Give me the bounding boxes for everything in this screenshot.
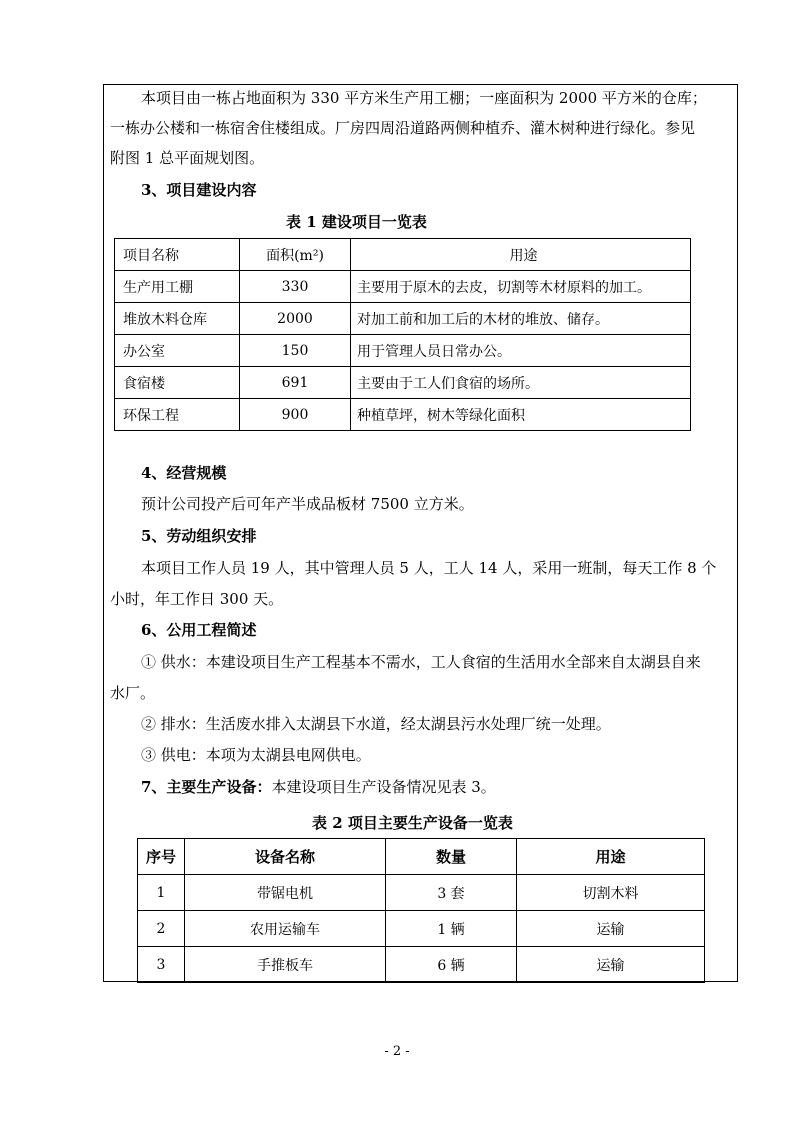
section-heading: 3、项目建设内容	[141, 181, 257, 199]
section-heading-label: 7、主要生产设备：	[141, 778, 272, 796]
table-cell: 6 辆	[386, 947, 517, 983]
table-cell: 食宿楼	[115, 367, 240, 399]
header-cell: 数量	[386, 839, 517, 875]
table-cell: 办公室	[115, 335, 240, 367]
table-cell: 2	[138, 911, 185, 947]
table-row	[138, 947, 705, 983]
table-caption: 表 1 建设项目一览表	[286, 213, 427, 231]
header-cell: 面积(m²)	[240, 239, 351, 271]
table-cell: 对加工前和加工后的木材的堆放、储存。	[351, 303, 691, 335]
paragraph-line: 本项目由一栋占地面积为 330 平方米生产用工棚；一座面积为 2000 平方米的仓库；	[141, 89, 707, 107]
table-cell: 农用运输车	[185, 911, 386, 947]
table-cell: 运输	[517, 911, 705, 947]
paragraph-line: 附图 1 总平面规划图。	[110, 149, 265, 167]
table-cell: 2000	[240, 303, 351, 335]
table-cell: 生产用工棚	[115, 271, 240, 303]
table-row	[115, 399, 691, 431]
table-cell: 堆放木料仓库	[115, 303, 240, 335]
paragraph-line: ① 供水：本建设项目生产工程基本不需水，工人食宿的生活用水全部来自太湖县自来	[141, 653, 701, 671]
table-header-row	[138, 839, 705, 875]
table-row	[138, 875, 705, 911]
paragraph-line: 一栋办公楼和一栋宿舍住楼组成。厂房四周沿道路两侧种植乔、灌木树种进行绿化。参见	[110, 119, 696, 137]
table-cell: 带锯电机	[185, 875, 386, 911]
table-cell: 用于管理人员日常办公。	[351, 335, 691, 367]
table-row	[115, 303, 691, 335]
table-cell: 900	[240, 399, 351, 431]
paragraph-line: 预计公司投产后可年产半成品板材 7500 立方米。	[141, 495, 474, 513]
table-cell: 主要用于原木的去皮，切割等木材原料的加工。	[351, 271, 691, 303]
table-row	[138, 911, 705, 947]
section-heading: 4、经营规模	[141, 464, 227, 482]
page-number: - 2 -	[384, 1044, 410, 1059]
paragraph-line: ③ 供电：本项为太湖县电网供电。	[141, 746, 371, 764]
section-heading-text: 本建设项目生产设备情况见表 3。	[271, 778, 496, 796]
table-cell: 主要由于工人们食宿的场所。	[351, 367, 691, 399]
table-cell: 150	[240, 335, 351, 367]
equipment-table	[137, 838, 705, 983]
section-heading: 5、劳动组织安排	[141, 527, 257, 545]
header-cell: 项目名称	[115, 239, 240, 271]
paragraph-line: 水厂。	[110, 684, 156, 702]
table-cell: 手推板车	[185, 947, 386, 983]
header-cell: 用途	[517, 839, 705, 875]
paragraph-line: 小时，年工作日 300 天。	[110, 590, 284, 608]
table-cell: 3 套	[386, 875, 517, 911]
table-row	[115, 271, 691, 303]
table-cell: 运输	[517, 947, 705, 983]
header-cell: 序号	[138, 839, 185, 875]
table-cell: 330	[240, 271, 351, 303]
table-cell: 1	[138, 875, 185, 911]
table-row	[115, 367, 691, 399]
table-cell: 3	[138, 947, 185, 983]
table-header-row	[115, 239, 691, 271]
table-row	[115, 335, 691, 367]
table-cell: 环保工程	[115, 399, 240, 431]
table-cell: 种植草坪，树木等绿化面积	[351, 399, 691, 431]
construction-items-table	[114, 238, 691, 431]
section-heading	[141, 777, 496, 797]
header-cell: 用途	[351, 239, 691, 271]
paragraph-line: ② 排水：生活废水排入太湖县下水道，经太湖县污水处理厂统一处理。	[141, 715, 611, 733]
table-cell: 1 辆	[386, 911, 517, 947]
table-cell: 691	[240, 367, 351, 399]
header-cell: 设备名称	[185, 839, 386, 875]
section-heading: 6、公用工程简述	[141, 621, 257, 639]
table-caption: 表 2 项目主要生产设备一览表	[312, 814, 513, 832]
paragraph-line: 本项目工作人员 19 人，其中管理人员 5 人，工人 14 人，采用一班制，每天工作 8 个	[141, 559, 717, 577]
table-cell: 切割木料	[517, 875, 705, 911]
